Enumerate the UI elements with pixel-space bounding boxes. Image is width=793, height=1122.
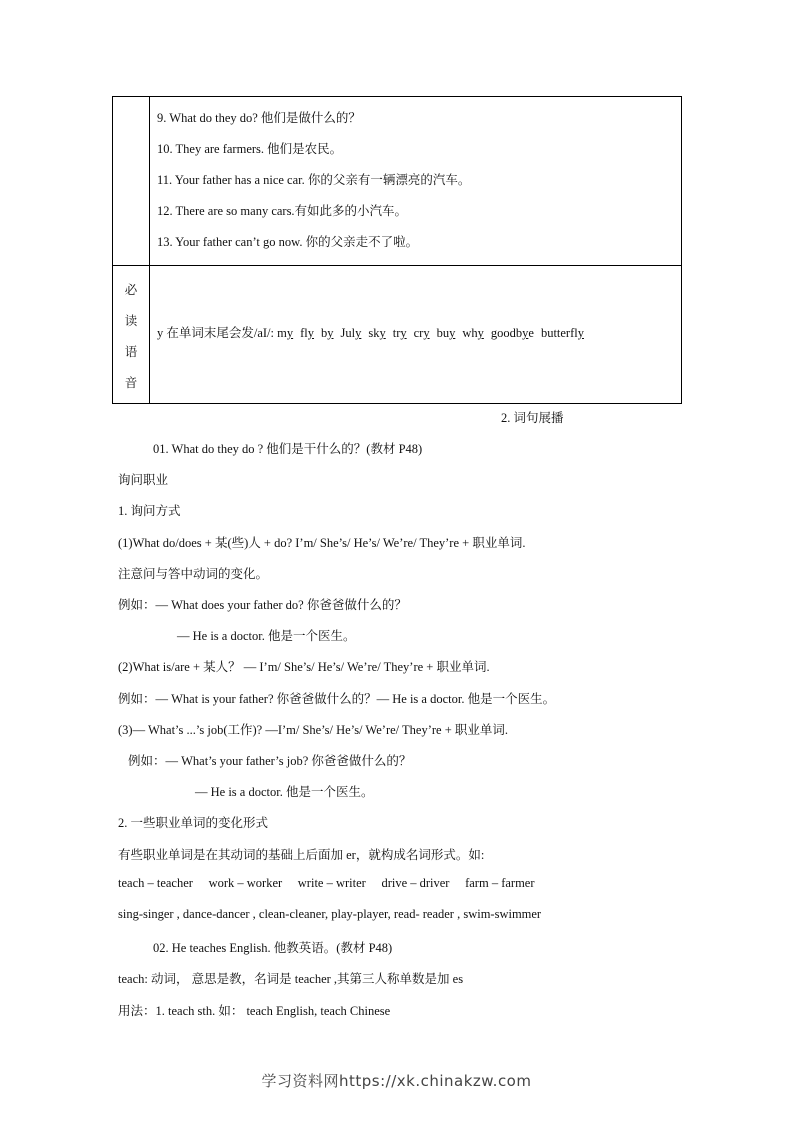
table-label-cell-empty — [113, 97, 150, 266]
phonics-target-letter: y — [522, 326, 529, 340]
phonics-target-letter: y — [449, 326, 456, 340]
phonics-word: fly — [300, 326, 315, 340]
subheading-ways-to-ask: 1. 询问方式 — [118, 504, 181, 518]
phonics-target-letter: y — [400, 326, 407, 340]
phonics-target-letter: y — [307, 326, 315, 340]
label-char: 语 — [124, 345, 138, 359]
subheading-job-word-forms: 2. 一些职业单词的变化形式 — [118, 816, 269, 830]
word-pairs-2: sing-singer , dance-dancer , clean-cleaner, play-player, read- reader , swim-swimmer — [118, 907, 542, 921]
example-2: 例如：— What is your father? 你爸爸做什么的？— He is a doctor. 他是一个医生。 — [118, 692, 556, 706]
phonics-line — [157, 266, 681, 401]
phonics-intro: y 在单词末尾会发/aI/: — [157, 326, 278, 340]
phonics-word: July — [340, 326, 362, 340]
example-3-answer: — He is a doctor. 他是一个医生。 — [195, 785, 374, 799]
phonics-label-cell — [113, 266, 150, 404]
example-3-question: 例如：— What’s your father’s job? 你爸爸做什么的？ — [128, 754, 412, 768]
phonics-target-letter: y — [286, 326, 294, 340]
pattern-3: (3)— What’s ...’s job(工作)? —I’m/ She’s/ He’s/ We’re/ They’re + 职业单词. — [118, 723, 509, 737]
sentence-10: 10. They are farmers. 他们是农民。 — [157, 142, 343, 156]
teach-usage: 用法：1. teach sth. 如： teach English, teach Chinese — [118, 1004, 391, 1018]
phonics-word: my — [277, 326, 294, 340]
vocabulary-table — [112, 96, 682, 404]
phonics-word: by — [321, 326, 334, 340]
sentence-11: 11. Your father has a nice car. 你的父亲有一辆漂亮的汽车。 — [157, 173, 471, 187]
phonics-word: sky — [368, 326, 386, 340]
phonics-cell — [150, 266, 682, 404]
phonics-target-letter: y — [577, 326, 584, 340]
phonics-target-letter: y — [355, 326, 362, 340]
phonics-word: why — [462, 326, 484, 340]
note-verb-change: 注意问与答中动词的变化。 — [118, 567, 269, 581]
word-pairs-1: teach – teacher work – worker write – writer drive – driver farm – farmer — [118, 876, 535, 890]
phonics-word: buy — [436, 326, 456, 340]
sentence-heading-01: 01. What do they do ? 他们是干什么的？(教材 P48) — [153, 442, 423, 456]
phonics-target-letter: y — [327, 326, 334, 340]
pattern-2: (2)What is/are + 某人？ — I’m/ She’s/ He’s/ We’re/ They’re + 职业单词. — [118, 660, 490, 674]
teach-definition: teach: 动词， 意思是教，名词是 teacher ,其第三人称单数是加 es — [118, 972, 464, 986]
phonics-target-letter: y — [423, 326, 430, 340]
sentence-9: 9. What do they do? 他们是做什么的？ — [157, 111, 361, 125]
example-1-answer: — He is a doctor. 他是一个医生。 — [177, 629, 356, 643]
sentence-12: 12. There are so many cars.有如此多的小汽车。 — [157, 204, 408, 218]
phonics-target-letter: y — [477, 326, 484, 340]
page-footer-watermark: 学习资料网https://xk.chinakzw.com — [261, 1072, 532, 1090]
label-char: 读 — [124, 314, 138, 328]
topic-ask-occupation: 询问职业 — [118, 473, 169, 487]
section-heading-words-sentences: 2. 词句展播 — [501, 411, 564, 425]
sentence-heading-02: 02. He teaches English. 他教英语。(教材 P48) — [153, 941, 393, 955]
example-1-question: 例如：— What does your father do? 你爸爸做什么的？ — [118, 598, 407, 612]
pattern-1: (1)What do/does + 某(些)人 + do? I’m/ She’s/ He’s/ We’re/ They’re + 职业单词. — [118, 536, 526, 550]
phonics-word: try — [392, 326, 407, 340]
label-char: 必 — [124, 283, 138, 297]
phonics-word: cry — [413, 326, 430, 340]
phonics-target-letter: y — [379, 326, 386, 340]
phonics-word: butterfly — [540, 326, 584, 340]
phonics-word: goodbye — [490, 326, 534, 340]
sentence-13: 13. Your father can’t go now. 你的父亲走不了啦。 — [157, 235, 419, 249]
label-char: 音 — [124, 376, 138, 390]
rule-add-er: 有些职业单词是在其动词的基础上后面加 er，就构成名词形式。如: — [118, 848, 485, 862]
sentences-cell — [150, 97, 682, 266]
